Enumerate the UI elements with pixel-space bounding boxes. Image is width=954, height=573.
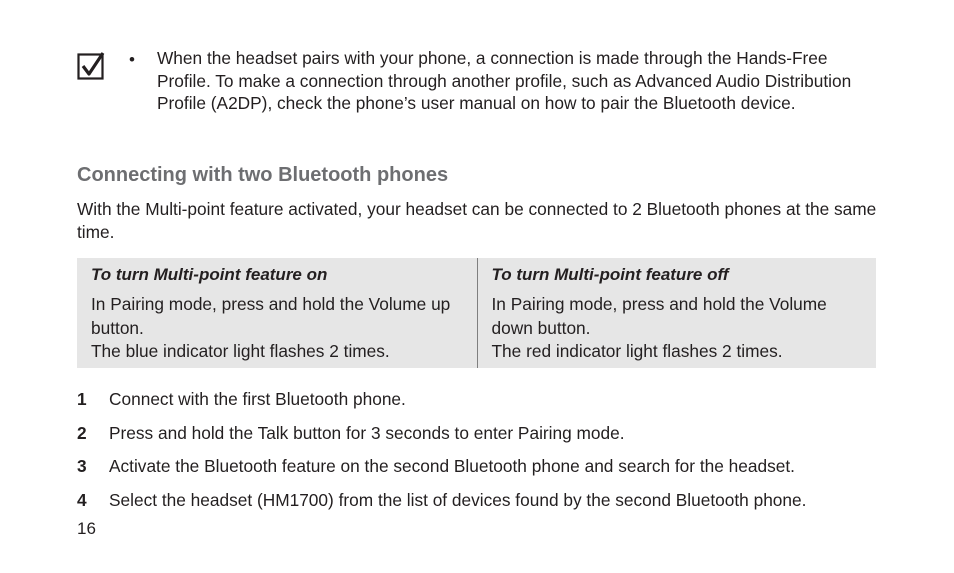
step-text: Connect with the first Bluetooth phone. bbox=[109, 389, 406, 409]
bullet: • bbox=[129, 50, 135, 69]
step-number: 3 bbox=[77, 456, 87, 476]
list-item bbox=[77, 455, 897, 489]
note-text: When the headset pairs with your phone, a connection is made through the Hands-Free Profile. To make a connection through another profile, such as Advanced Audio Distribution Profile (A2DP), check the phone’s user manual on how to pair the Bluetooth device. bbox=[157, 48, 852, 113]
list-item bbox=[77, 422, 897, 456]
step-number: 2 bbox=[77, 422, 87, 443]
multipoint-on-indicator: The blue indicator light flashes 2 times. bbox=[91, 341, 390, 361]
intro-paragraph: With the Multi-point feature activated, your headset can be connected to 2 Bluetooth phones at the same time. bbox=[77, 199, 877, 242]
steps-list bbox=[77, 388, 897, 522]
section-heading: Connecting with two Bluetooth phones bbox=[77, 164, 449, 186]
step-text: Press and hold the Talk button for 3 seconds to enter Pairing mode. bbox=[109, 422, 625, 443]
multipoint-table bbox=[77, 258, 876, 368]
checkbox-check-icon bbox=[77, 52, 105, 80]
multipoint-on-column bbox=[77, 258, 477, 368]
step-text: Activate the Bluetooth feature on the second Bluetooth phone and search for the headset. bbox=[109, 456, 795, 476]
multipoint-off-column bbox=[477, 258, 877, 368]
step-number: 4 bbox=[77, 489, 87, 510]
multipoint-off-indicator: The red indicator light flashes 2 times. bbox=[491, 341, 783, 361]
page-number: 16 bbox=[77, 519, 96, 538]
multipoint-off-header: To turn Multi-point feature off bbox=[491, 265, 729, 284]
multipoint-on-instruction: In Pairing mode, press and hold the Volume up button. bbox=[91, 294, 451, 338]
step-text: Select the headset (HM1700) from the list of devices found by the second Bluetooth phone. bbox=[109, 489, 807, 510]
list-item bbox=[77, 489, 897, 523]
step-number: 1 bbox=[77, 389, 87, 409]
multipoint-off-instruction: In Pairing mode, press and hold the Volume down button. bbox=[491, 294, 827, 338]
list-item bbox=[77, 388, 897, 422]
multipoint-on-header: To turn Multi-point feature on bbox=[91, 265, 328, 284]
